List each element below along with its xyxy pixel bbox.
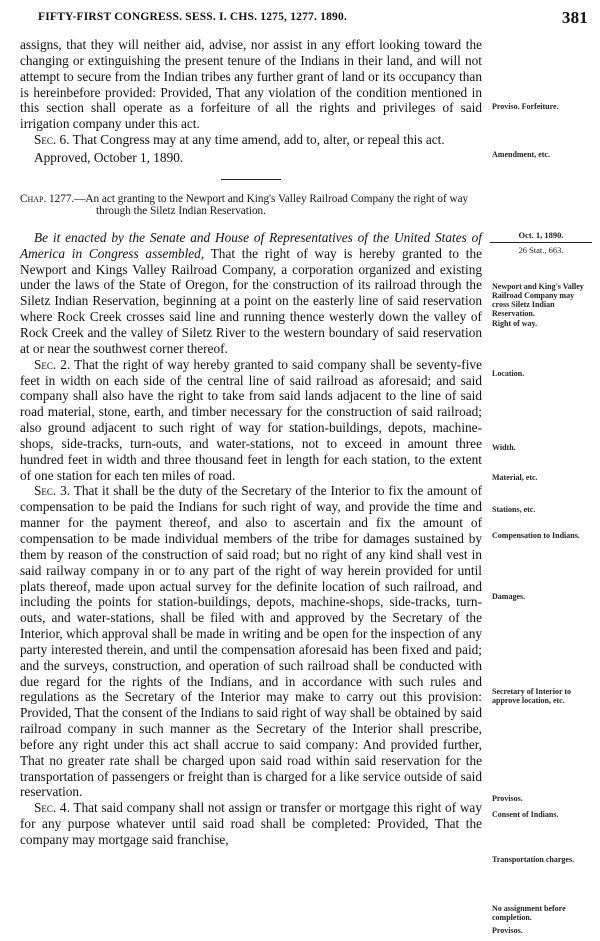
sidenote-no-assignment: No assignment before completion. xyxy=(492,904,566,922)
section-text: That the right of way hereby granted to said company shall be seventy-five feet in width on each side of the central line of said railroad as aforesaid; and said company shall also have the right to take from said lands adjacent to the line of said road material, stone, earth, and timber necessary for the construction of said railroad; also ground adjacent to such right of way for station-buildings, depots, machine-shops, side-tracks, turn-outs, and water-stations, not to exceed in amount three hundred feet in width and three thousand feet in length for each station, to the extent of one station for each ten miles of road. xyxy=(20,356,482,483)
page-number: 381 xyxy=(561,8,588,27)
paragraph-section-2 xyxy=(20,357,482,484)
section-text: That it shall be the duty of the Secretary of the Interior to fix the amount of compensation to be paid the Indians for such right of way, and provide the time and manner for the payment thereof, and also to ascertain and fix the amount of compensation to be made individual members of the tribe for damages sustained by them by reason of the construction of said road; but no right of any kind shall vest in said railway company in or to any part of the right of way herein provided for until plats thereof, made upon actual survey for the definite location of such railroad, and including the points for station-buildings, depots, machine-shops, side-tracks, turn-outs, and water-stations, shall be filed with and approved by the Secretary of the Interior, which approval shall be made in writing and be open for the inspection of any party interested therein, and until the compensation aforesaid has been fixed and paid; and the surveys, construction, and operation of such railroad shall be conducted with due regard for the rights of the Indians, and in accordance with such rules and regulations as the Secretary of the Interior may make to carry out this provision: Provided, That the consent of the Indians to said right of way shall be obtained by said railroad company in such manner as the Secretary of the Interior shall prescribe, before any right under this act shall accrue to said company: And provided further, That no greater rate shall be charged upon said road within said reservation for the transportation of passengers or freight than is charged for a like service outside of said reservation. xyxy=(20,483,482,800)
section-label: Sec. 3. xyxy=(34,483,71,499)
paragraph-section-3 xyxy=(20,483,482,800)
section-label: Sec. 4. xyxy=(34,800,70,816)
main-text xyxy=(20,37,482,848)
chapter-title: —An act granting to the Newport and King's Valley Railroad Company the right of way through the Siletz Indian Reservation. xyxy=(74,192,469,218)
paragraph-section-6 xyxy=(20,132,482,148)
sidenote-location: Location. xyxy=(492,369,525,378)
sidenote-statute: 26 Stat., 663. xyxy=(518,245,564,255)
sidenote-consent: Consent of Indians. xyxy=(492,810,559,819)
enacting-paragraph xyxy=(20,230,482,357)
section-label: Sec. 2. xyxy=(34,356,71,372)
sidenote-grantee: Newport and King's Valley Railroad Company may cross Siletz Indian Reservation. xyxy=(492,282,584,318)
section-text: That said company shall not assign or transfer or mortgage this right of way for any purpose whatever until said road shall be completed: Provided, That the company may mortgage said franchise, xyxy=(20,800,482,847)
page-header xyxy=(20,8,588,30)
sidenote-date: Oct. 1, 1890. xyxy=(490,231,592,243)
enacting-clause: Be it enacted by the Senate and House of Representatives of the United States of America in Congress assembled, xyxy=(20,229,482,261)
paragraph-proviso: assigns, that they will neither aid, advise, nor assist in any effort looking toward the changing or extinguishing the present tenure of the Indians in their land, and will not attempt to secure from the Indian tribes any further grant of land or its occupancy than is hereinbefore provided: Provided, That any violation of the condition mentioned in this section shall operate as a forfeiture of all the rights and privileges of said irrigation company under this act. xyxy=(20,37,482,132)
sidenote-transportation: Transportation charges. xyxy=(492,855,575,864)
approval-line: Approved, October 1, 1890. xyxy=(34,149,184,165)
sidenote-compensation: Compensation to Indians. xyxy=(492,531,580,540)
sidenote-width: Width. xyxy=(492,443,516,452)
sidenote-right-of-way: Right of way. xyxy=(492,319,538,328)
chapter-heading xyxy=(20,193,482,218)
sidenote-provisos: Provisos. xyxy=(492,794,523,803)
enacting-text: That the right of way is hereby granted to the Newport and Kings Valley Railroad Company, a corporation organized and existing under the laws of the State of Oregon, for the construction of its railroad through the Siletz Indian Reservation, beginning at a point on the easterly line of said reservation where Rock Creek crosses said line and running thence westerly down the valley of Rock Creek and the valley of Siletz River to the western boundary of said reservation at or near the southwest corner thereof. xyxy=(20,245,483,356)
sidenote-provisos-2: Provisos. xyxy=(492,926,523,935)
running-title: FIFTY-FIRST CONGRESS. SESS. I. CHS. 1275, 1277. 1890. xyxy=(38,11,348,23)
sidenote-proviso-forfeiture: Proviso. Forfeiture. xyxy=(492,102,559,111)
sidenote-stations: Stations, etc. xyxy=(492,505,536,514)
section-text: That Congress may at any time amend, add to, alter, or repeal this act. xyxy=(69,132,445,148)
sidenote-material: Material, etc. xyxy=(492,473,538,482)
sidenote-date-block xyxy=(490,231,592,255)
section-label: Sec. 6. xyxy=(34,132,70,148)
paragraph-section-4 xyxy=(20,800,482,848)
sidenote-damages: Damages. xyxy=(492,592,526,601)
sidenote-amendment: Amendment, etc. xyxy=(492,150,550,159)
sidenote-secretary: Secretary of Interior to approve location, etc. xyxy=(492,687,572,705)
chapter-label: Chap. 1277. xyxy=(20,192,75,205)
separator-rule xyxy=(221,179,281,180)
